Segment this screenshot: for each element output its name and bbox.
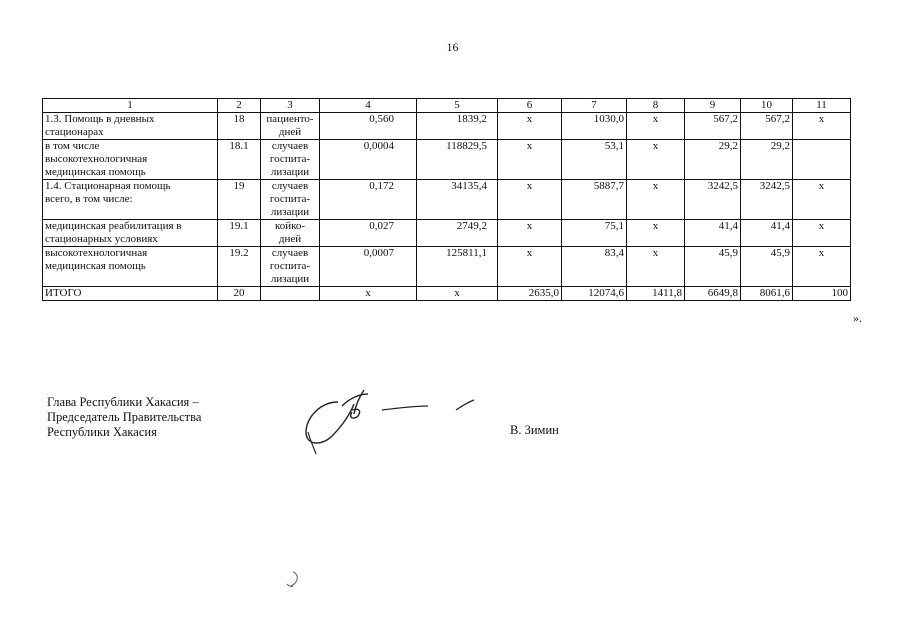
cell-unit <box>261 247 320 287</box>
column-number: 2 <box>218 99 261 113</box>
cell-col-7: 12074,6 <box>562 287 627 301</box>
cell-line: случаев <box>271 140 309 152</box>
table-row <box>43 220 851 247</box>
cell-col-10: 8061,6 <box>741 287 793 301</box>
cell-cost: 125811,1 <box>417 247 498 287</box>
cell-col-8: х <box>627 247 685 287</box>
cell-col-11: х <box>793 180 851 220</box>
cell-col-11: 100 <box>793 287 851 301</box>
cell-col-7: 53,1 <box>562 140 627 180</box>
table-row <box>43 140 851 180</box>
cell-col-9: 29,2 <box>685 140 741 180</box>
cell-line: в том числе <box>45 140 100 152</box>
cell-line-code: 19.2 <box>218 247 261 287</box>
signer-name: В. Зимин <box>510 423 559 437</box>
cell-col-8: 1411,8 <box>627 287 685 301</box>
cell-col-6: 2635,0 <box>498 287 562 301</box>
cell-col-6: х <box>498 180 562 220</box>
header-row <box>43 99 851 113</box>
cell-norm: 0,027 <box>320 220 417 247</box>
cell-line: пациенто- <box>266 113 314 125</box>
cell-line: дней <box>278 126 302 138</box>
cell-line-code: 19.1 <box>218 220 261 247</box>
cell-line: случаев <box>271 247 309 259</box>
column-number: 9 <box>685 99 741 113</box>
page-number: 16 <box>446 40 459 54</box>
cell-line: 1.4. Стационарная помощь <box>45 180 171 192</box>
cell-col-9: 41,4 <box>685 220 741 247</box>
cell-line: медицинская помощь <box>45 260 146 272</box>
cell-line: лизации <box>270 273 310 285</box>
cell-line: лизации <box>270 166 310 178</box>
cell-description <box>43 247 218 287</box>
cell-description <box>43 180 218 220</box>
cell-line: койко- <box>274 220 306 232</box>
cell-line: высокотехнологичная <box>45 247 148 259</box>
cell-col-6: х <box>498 140 562 180</box>
cell-description: ИТОГО <box>43 287 218 301</box>
cell-line: медицинская помощь <box>45 166 146 178</box>
cell-line: лизации <box>270 206 310 218</box>
cell-description <box>43 113 218 140</box>
cell-cost: 2749,2 <box>417 220 498 247</box>
column-number: 4 <box>320 99 417 113</box>
cell-line-code: 20 <box>218 287 261 301</box>
cell-norm: 0,0004 <box>320 140 417 180</box>
cell-unit <box>261 113 320 140</box>
table-row <box>43 180 851 220</box>
cell-norm: 0,0007 <box>320 247 417 287</box>
cell-col-7: 5887,7 <box>562 180 627 220</box>
cell-unit <box>261 140 320 180</box>
cell-col-7: 75,1 <box>562 220 627 247</box>
cell-description <box>43 220 218 247</box>
column-number: 1 <box>43 99 218 113</box>
cell-line-code: 18.1 <box>218 140 261 180</box>
cell-col-8: х <box>627 113 685 140</box>
cell-line: 1.3. Помощь в дневных <box>45 113 155 125</box>
column-number: 5 <box>417 99 498 113</box>
cell-line: госпита- <box>269 193 311 205</box>
cell-norm: 0,560 <box>320 113 417 140</box>
cell-col-10: 567,2 <box>741 113 793 140</box>
column-number: 8 <box>627 99 685 113</box>
cell-col-9: 45,9 <box>685 247 741 287</box>
cell-col-7: 1030,0 <box>562 113 627 140</box>
column-number: 10 <box>741 99 793 113</box>
cell-cost: 34135,4 <box>417 180 498 220</box>
cell-line: всего, в том числе: <box>45 193 133 205</box>
handwritten-signature <box>298 380 488 460</box>
cell-col-8: х <box>627 220 685 247</box>
column-number: 7 <box>562 99 627 113</box>
cell-col-10: 45,9 <box>741 247 793 287</box>
cell-description <box>43 140 218 180</box>
cell-col-7: 83,4 <box>562 247 627 287</box>
cell-line: госпита- <box>269 260 311 272</box>
total-row <box>43 287 851 301</box>
cell-line: стационарах <box>45 126 104 138</box>
cell-line: медицинская реабилитация в <box>45 220 182 232</box>
cell-col-9: 567,2 <box>685 113 741 140</box>
cell-norm: х <box>320 287 417 301</box>
cell-col-6: х <box>498 113 562 140</box>
cell-cost: 1839,2 <box>417 113 498 140</box>
column-number: 6 <box>498 99 562 113</box>
cell-col-10: 3242,5 <box>741 180 793 220</box>
cell-col-10: 29,2 <box>741 140 793 180</box>
cell-cost: х <box>417 287 498 301</box>
cell-unit <box>261 287 320 301</box>
closing-quote: ». <box>853 311 862 325</box>
table-row <box>43 113 851 140</box>
cell-line-code: 19 <box>218 180 261 220</box>
cell-col-11: х <box>793 113 851 140</box>
cell-line: дней <box>278 233 302 245</box>
signatory-title-line: Председатель Правительства <box>47 410 202 424</box>
cell-line: случаев <box>271 180 309 192</box>
cell-line-code: 18 <box>218 113 261 140</box>
cell-line: высокотехнологичная <box>45 153 148 165</box>
table-row <box>43 247 851 287</box>
signatory-title-line: Республики Хакасия <box>47 425 157 439</box>
signatory-title-line: Глава Республики Хакасия – <box>47 395 199 409</box>
cell-col-11: х <box>793 247 851 287</box>
cell-col-11 <box>793 140 851 180</box>
column-number: 3 <box>261 99 320 113</box>
cell-col-6: х <box>498 220 562 247</box>
cell-col-8: х <box>627 140 685 180</box>
cell-line: госпита- <box>269 153 311 165</box>
cell-unit <box>261 180 320 220</box>
cell-cost: 118829,5 <box>417 140 498 180</box>
cell-col-8: х <box>627 180 685 220</box>
signatory-title <box>47 395 201 440</box>
cell-col-9: 6649,8 <box>685 287 741 301</box>
data-table <box>42 98 851 301</box>
cell-line: стационарных условиях <box>45 233 158 245</box>
column-number: 11 <box>793 99 851 113</box>
cell-norm: 0,172 <box>320 180 417 220</box>
stray-ink-mark <box>283 568 305 590</box>
cell-col-11: х <box>793 220 851 247</box>
cell-col-6: х <box>498 247 562 287</box>
cell-unit <box>261 220 320 247</box>
cell-col-10: 41,4 <box>741 220 793 247</box>
cell-col-9: 3242,5 <box>685 180 741 220</box>
